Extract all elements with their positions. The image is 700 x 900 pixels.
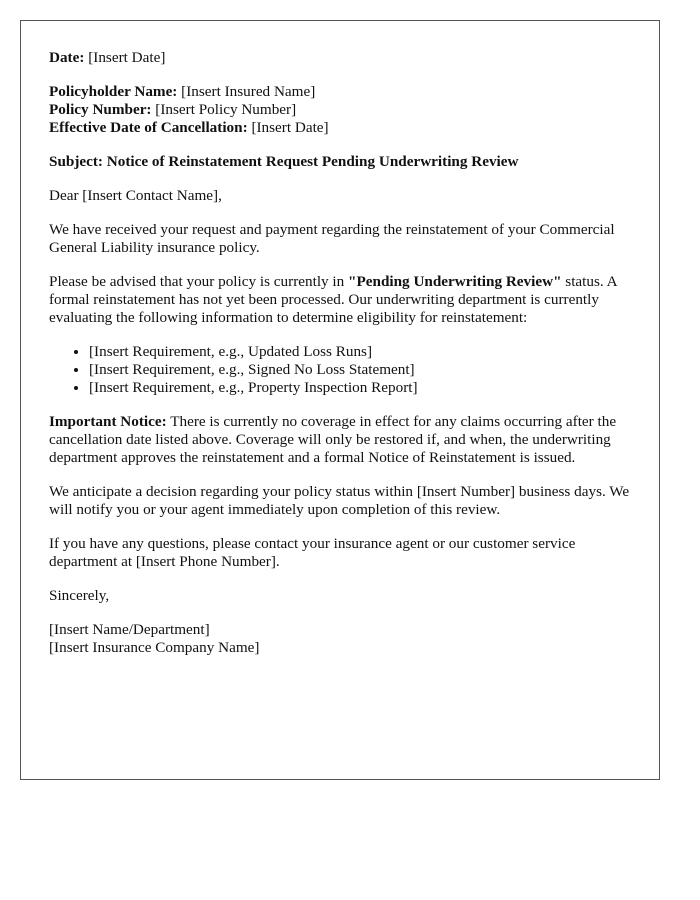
letter-content (49, 49, 639, 673)
date-label: Date: (49, 49, 85, 66)
signature-company: [Insert Insurance Company Name] (49, 639, 260, 656)
status-prefix: Please be advised that your policy is currently in (49, 273, 345, 290)
policy-number-label: Policy Number: (49, 101, 152, 118)
paragraph-contact: If you have any questions, please contact your insurance agent or our customer service department at [Insert Phone Number]. (49, 535, 576, 570)
notice-text: There is currently no coverage in effect for any claims occurring after the cancellation date listed above. Coverage will only be restored if, and when, the underwriting department approves the reinstatement and a formal Notice of Reinstatement is issued. (49, 413, 617, 466)
policyholder-line (49, 83, 639, 101)
subject-text: Subject: Notice of Reinstatement Request Pending Underwriting Review (49, 153, 519, 170)
important-notice (49, 413, 639, 467)
list-item: • [Insert Requirement, e.g., Property Inspection Report] (89, 379, 639, 397)
requirements-list (49, 343, 639, 397)
status-suffix: status. A formal reinstatement has not yet been processed. Our underwriting department is currently evaluating the following information to determine eligibility for reinstatement: (49, 273, 617, 326)
date-line (49, 49, 639, 67)
effective-date-line (49, 119, 639, 137)
policyholder-label: Policyholder Name: (49, 83, 178, 100)
signature-name: [Insert Name/Department] (49, 621, 210, 638)
policyholder-value: [Insert Insured Name] (181, 83, 316, 100)
salutation: Dear [Insert Contact Name], (49, 187, 222, 204)
status-highlight: "Pending Underwriting Review" (348, 273, 562, 290)
policy-number-value: [Insert Policy Number] (155, 101, 297, 118)
paragraph-decision: We anticipate a decision regarding your policy status within [Insert Number] business days. We will notify you or your agent immediately upon completion of this review. (49, 483, 630, 518)
policy-number-line (49, 101, 639, 119)
date-value: [Insert Date] (88, 49, 166, 66)
letter-page (20, 20, 660, 780)
closing: Sincerely, (49, 587, 110, 604)
list-item: • [Insert Requirement, e.g., Signed No Loss Statement] (89, 361, 639, 379)
effective-date-label: Effective Date of Cancellation: (49, 119, 248, 136)
paragraph-received: We have received your request and payment regarding the reinstatement of your Commercial General Liability insurance policy. (49, 221, 615, 256)
subject-line (49, 153, 639, 171)
signature-block (49, 621, 639, 657)
effective-date-value: [Insert Date] (251, 119, 329, 136)
notice-label: Important Notice: (49, 413, 167, 430)
paragraph-status (49, 273, 639, 327)
list-item: • [Insert Requirement, e.g., Updated Loss Runs] (89, 343, 639, 361)
policy-info-block (49, 83, 639, 137)
